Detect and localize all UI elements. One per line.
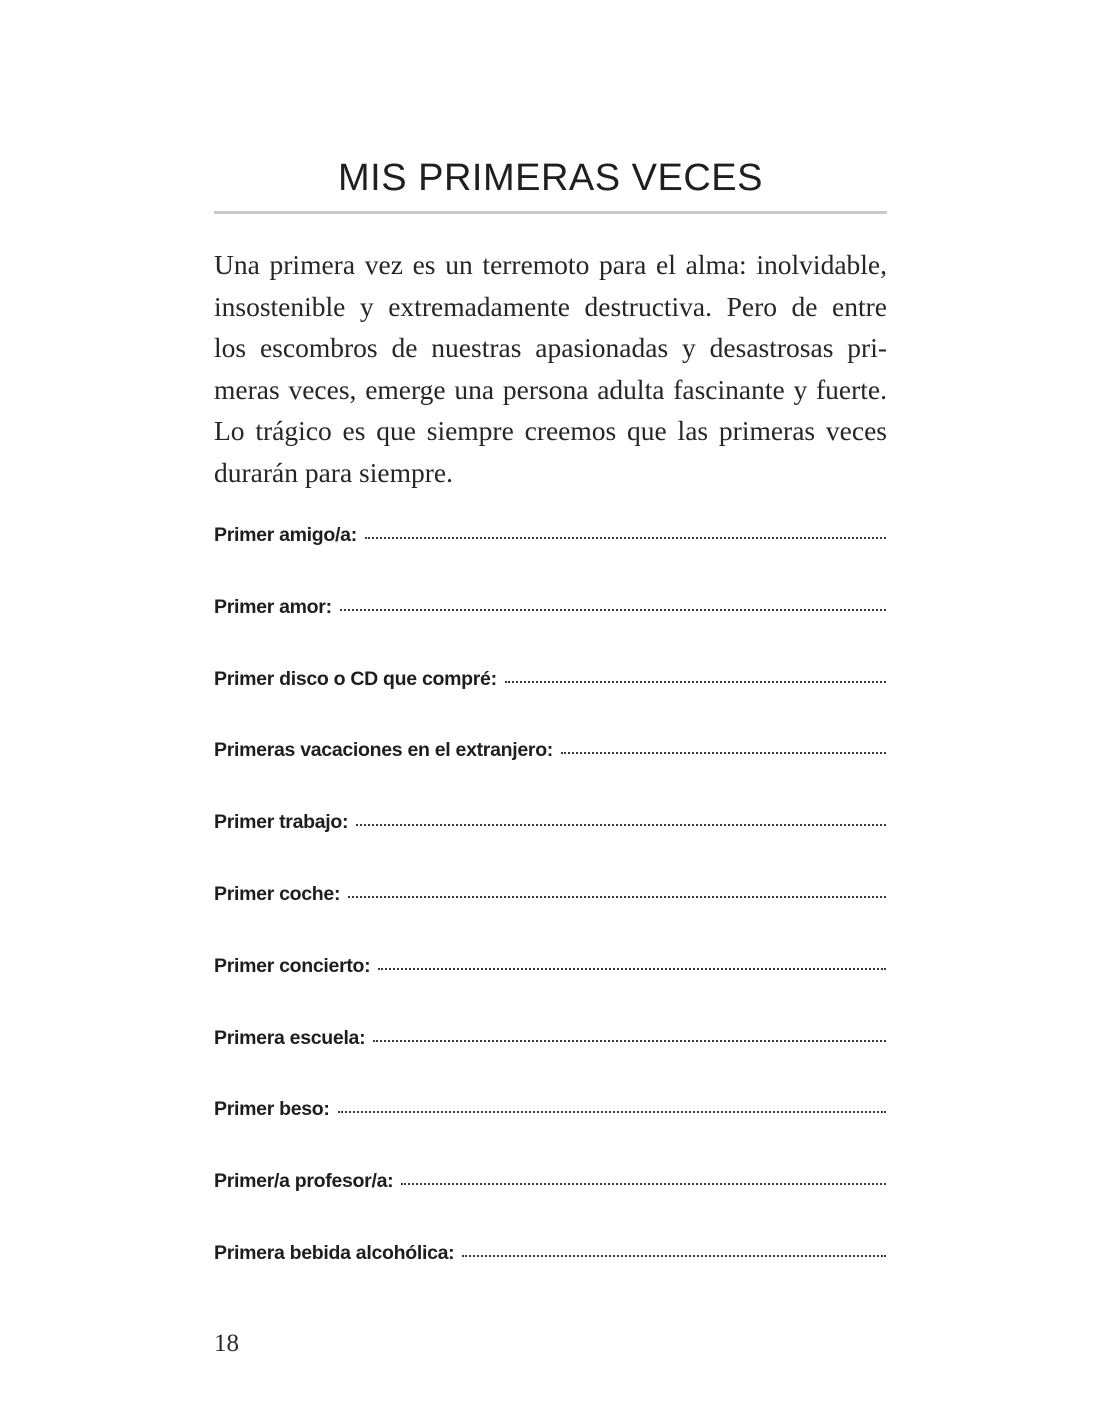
intro-line: Lo trágico es que siempre creemos que las primeras veces [214,415,887,446]
page-title: MIS PRIMERAS VECES [338,157,763,199]
dotted-blank-line[interactable] [356,823,886,826]
intro-paragraph [214,244,887,493]
intro-line: insostenible y extremadamente destructiva. Pero de entre [214,290,887,322]
intro-line: Una primera vez es un terremoto para el alma: inolvidable, [214,249,887,280]
fill-in-field-first-friend [214,524,886,596]
dotted-blank-line[interactable] [378,967,886,970]
fill-in-field-first-concert [214,955,886,1027]
fill-in-field-first-trip-abroad [214,739,886,811]
dotted-blank-line[interactable] [340,608,886,611]
field-label: Primer amigo/a: [214,524,357,546]
intro-line: meras veces, emerge una persona adulta fascinante y fuerte. [214,373,887,405]
fill-in-list [214,524,886,1314]
title-divider [214,211,887,214]
page-number: 18 [214,1330,239,1357]
intro-line: los escombros de nuestras apasionadas y desastrosas pri- [214,332,887,363]
fill-in-field-first-car [214,883,886,955]
dotted-blank-line[interactable] [505,680,886,683]
field-label: Primer amor: [214,595,332,618]
field-label: Primer trabajo: [214,811,349,834]
field-label: Primer concierto: [214,954,371,977]
field-label: Primer coche: [214,882,341,905]
field-label: Primera escuela: [214,1026,366,1049]
fill-in-field-first-drink [214,1242,886,1314]
dotted-blank-line[interactable] [365,536,886,539]
fill-in-field-first-love [214,596,886,668]
fill-in-field-first-job [214,811,886,883]
dotted-blank-line[interactable] [462,1254,886,1257]
dotted-blank-line[interactable] [561,751,886,754]
field-label: Primera bebida alcohólica: [214,1241,455,1264]
field-label: Primer/a profesor/a: [214,1170,394,1193]
field-label: Primeras vacaciones en el extranjero: [214,739,554,762]
fill-in-field-first-kiss [214,1098,886,1170]
intro-line: durarán para siempre. [214,456,453,488]
dotted-blank-line[interactable] [373,1039,886,1042]
fill-in-field-first-school [214,1027,886,1099]
fill-in-field-first-teacher [214,1170,886,1242]
dotted-blank-line[interactable] [348,895,886,898]
field-label: Primer disco o CD que compré: [214,667,497,690]
dotted-blank-line[interactable] [338,1110,886,1113]
field-label: Primer beso: [214,1098,330,1121]
fill-in-field-first-record [214,668,886,740]
dotted-blank-line[interactable] [401,1182,886,1185]
